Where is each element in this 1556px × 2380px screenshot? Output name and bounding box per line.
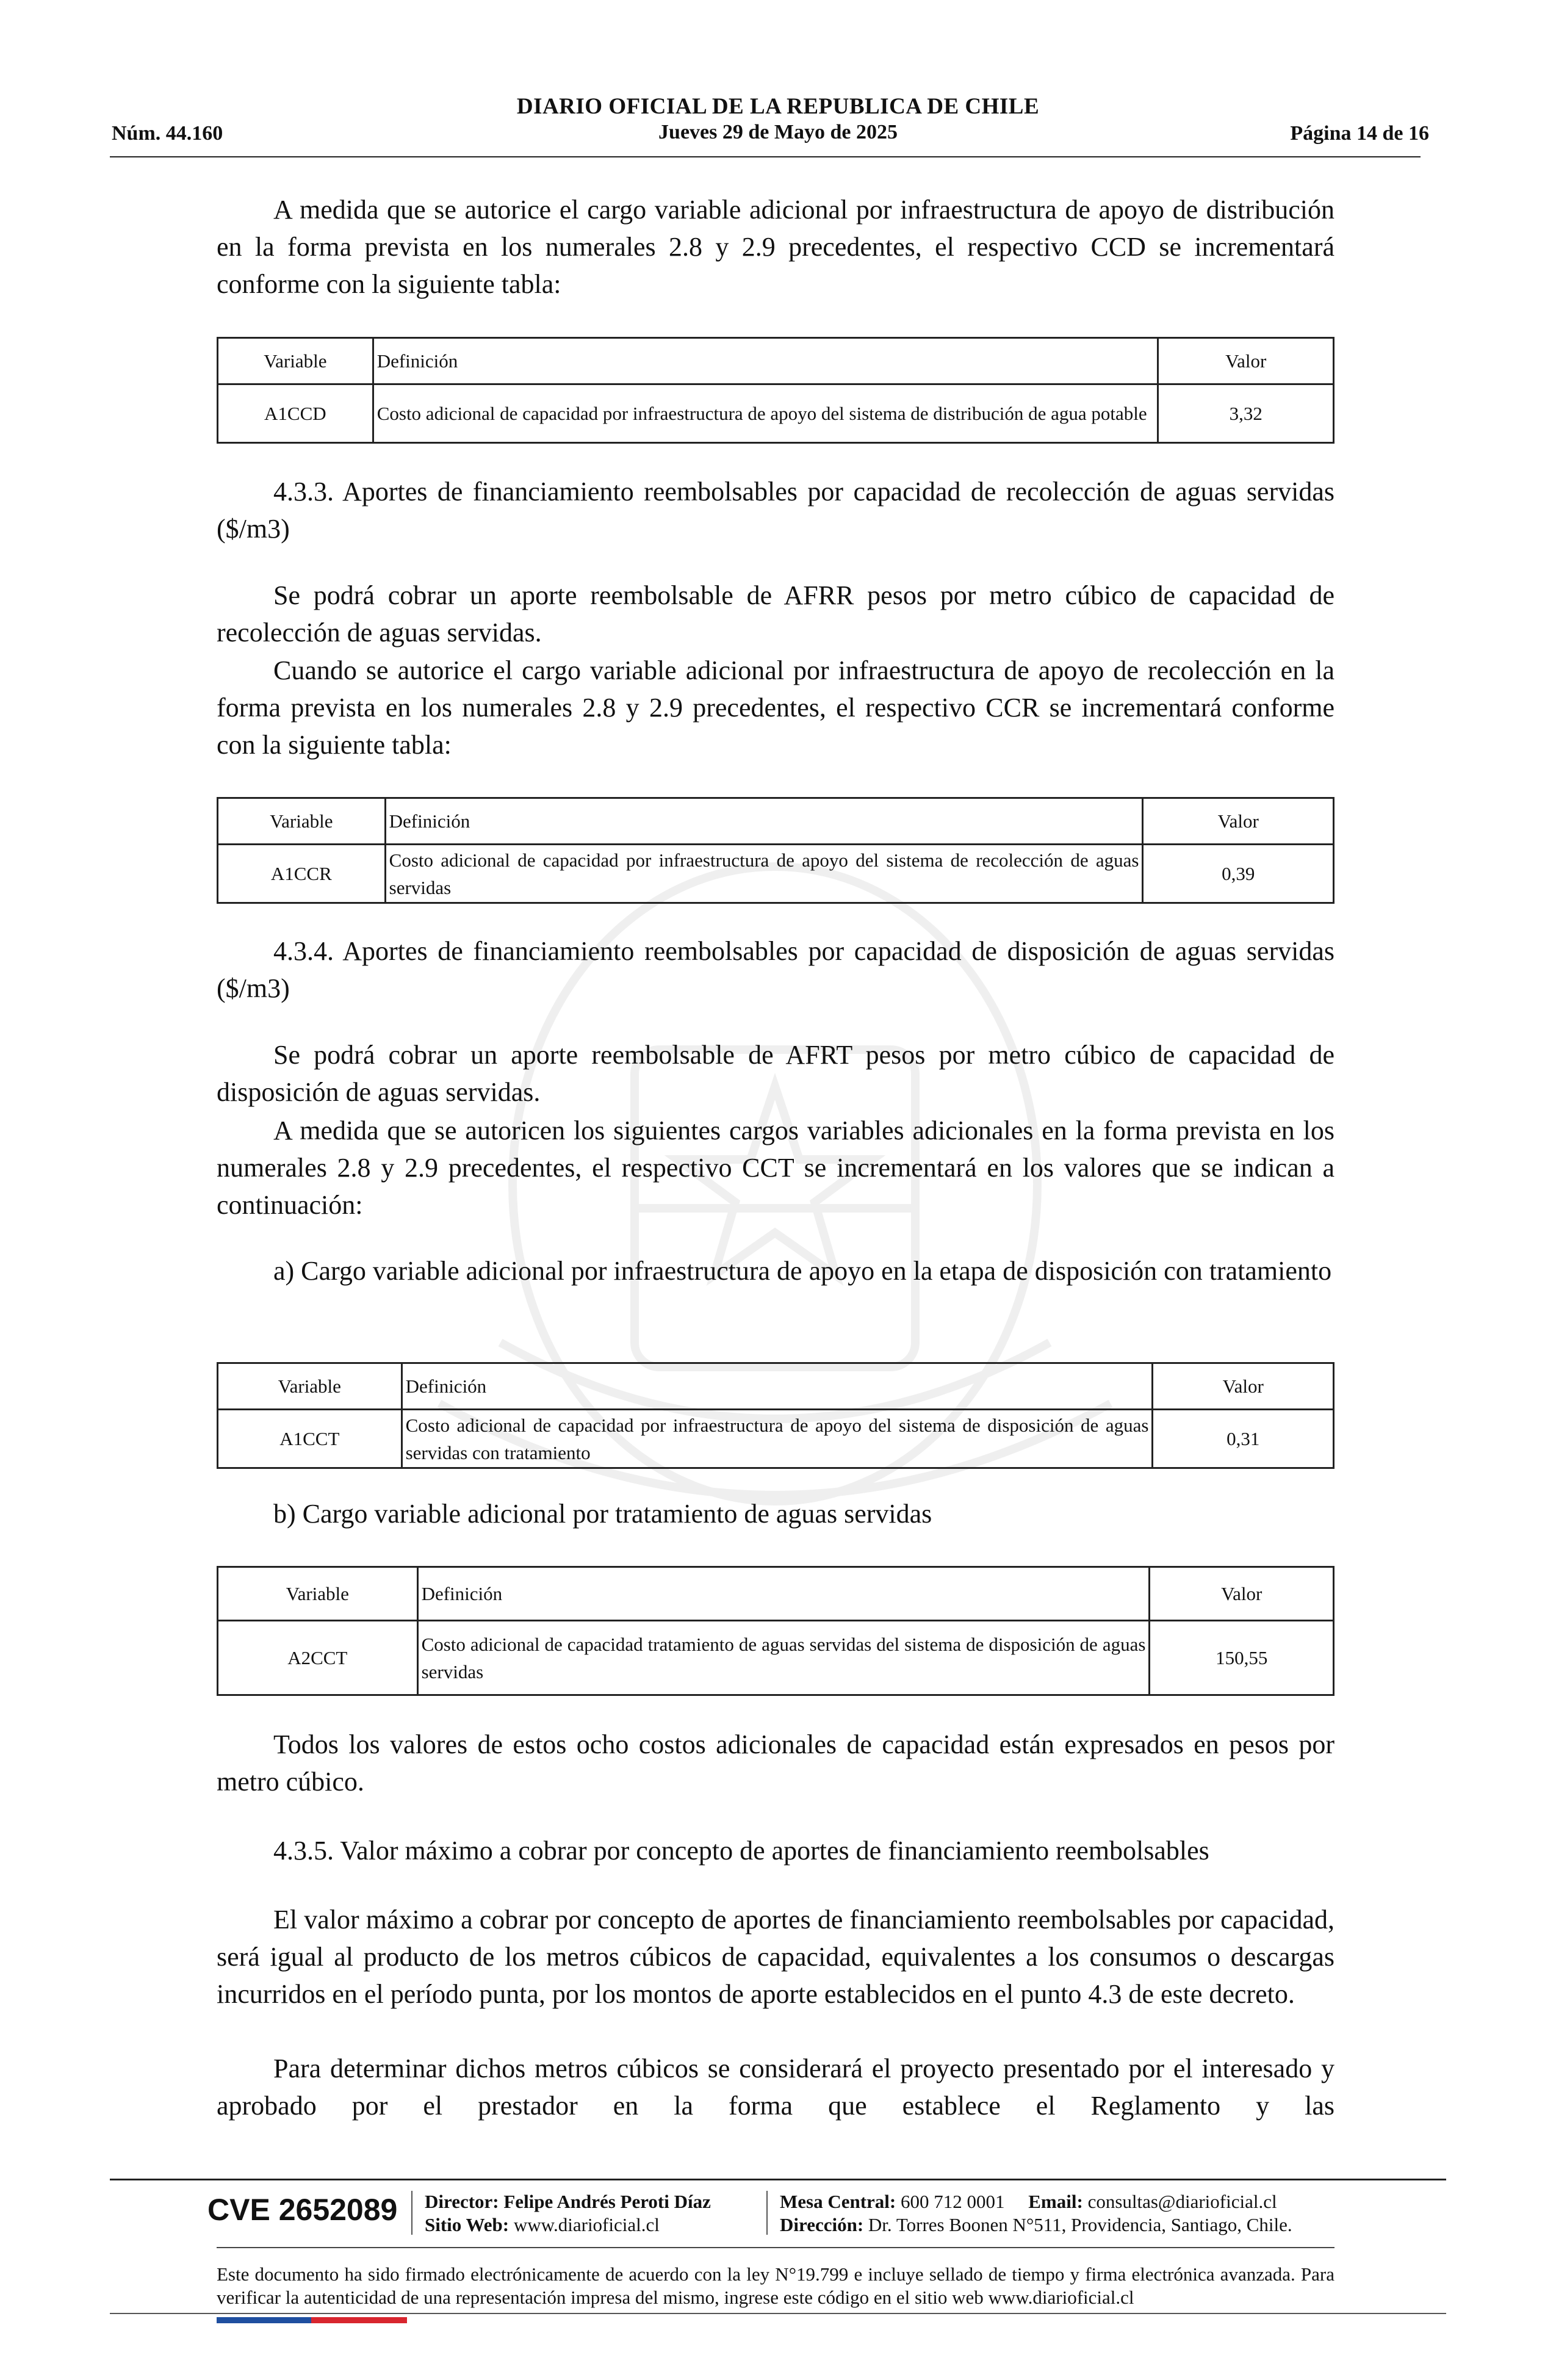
table-header-row (218, 338, 1334, 384)
table-row (218, 1621, 1334, 1695)
header-value: Valor (1143, 798, 1334, 845)
cve-code: CVE 2652089 (207, 2193, 398, 2227)
header-divider (110, 156, 1421, 157)
table-row (218, 1410, 1334, 1468)
cell-value: 3,32 (1158, 384, 1334, 443)
section-heading-4-3-5: 4.3.5. Valor máximo a cobrar por concepto de aportes de financiamiento reembolsables (273, 1836, 1209, 1866)
subsection-a: a) Cargo variable adicional por infraestructura de apoyo en la etapa de disposición con tratamiento (273, 1256, 1332, 1286)
cell-variable: A2CCT (218, 1621, 418, 1695)
paragraph: Cuando se autorice el cargo variable adicional por infraestructura de apoyo de recolección en la forma prevista en los numerales 2.8 y 2.9 precedentes, el respectivo CCR se incrementará conforme con la siguiente tabla: (217, 655, 1334, 760)
footer-divider (110, 2179, 1446, 2180)
website-link[interactable]: www.diarioficial.cl (513, 2214, 660, 2235)
footer-address: Dirección: Dr. Torres Boonen N°511, Providencia, Santiago, Chile. (780, 2214, 1292, 2235)
header-definition: Definición (373, 338, 1158, 384)
table-a2cct (217, 1566, 1334, 1696)
header-variable: Variable (218, 338, 373, 384)
subsection-b: b) Cargo variable adicional por tratamiento de aguas servidas (273, 1499, 932, 1529)
footer-bottom-rule (110, 2313, 1446, 2314)
paragraph: A medida que se autorice el cargo variable adicional por infraestructura de apoyo de distribución en la forma prevista en los numerales 2.8 y 2.9 precedentes, el respectivo CCD se incrementará conforme con la siguiente tabla: (217, 195, 1334, 299)
table-header-row (218, 1363, 1334, 1410)
paragraph: A medida que se autoricen los siguientes cargos variables adicionales en la forma prevista en los numerales 2.8 y 2.9 precedentes, el respectivo CCT se incrementará en los valores que se indican a continuación: (217, 1116, 1334, 1220)
header-variable: Variable (218, 798, 386, 845)
table-a1cct (217, 1362, 1334, 1469)
cell-variable: A1CCR (218, 845, 386, 903)
paragraph: Se podrá cobrar un aporte reembolsable de AFRR pesos por metro cúbico de capacidad de recolección de aguas servidas. (217, 580, 1334, 647)
section-heading-4-3-3: 4.3.3. Aportes de financiamiento reembolsables por capacidad de recolección de aguas servidas ($/m3) (217, 477, 1334, 544)
cell-value: 0,39 (1143, 845, 1334, 903)
cell-definition: Costo adicional de capacidad por infraestructura de apoyo del sistema de disposición de aguas servidas con tratamiento (402, 1410, 1153, 1468)
table-row (218, 384, 1334, 443)
publication-date: Jueves 29 de Mayo de 2025 (658, 121, 898, 143)
cell-variable: A1CCD (218, 384, 373, 443)
page-number: Página 14 de 16 (1290, 122, 1429, 145)
cell-definition: Costo adicional de capacidad tratamiento de aguas servidas del sistema de disposición de aguas servidas (417, 1621, 1150, 1695)
flag-stripe-blue (217, 2317, 311, 2323)
table-row (218, 845, 1334, 903)
header-definition: Definición (385, 798, 1143, 845)
table-a1ccr (217, 797, 1334, 904)
header-value: Valor (1158, 338, 1334, 384)
section-heading-4-3-4: 4.3.4. Aportes de financiamiento reembolsables por capacidad de disposición de aguas servidas ($/m3) (217, 936, 1334, 1003)
publication-title: DIARIO OFICIAL DE LA REPUBLICA DE CHILE (516, 94, 1040, 119)
footer-separator (766, 2191, 768, 2235)
header-definition: Definición (417, 1567, 1150, 1621)
footer-separator (411, 2191, 412, 2235)
footer-divider-inner (217, 2247, 1334, 2248)
header-variable: Variable (218, 1363, 402, 1410)
paragraph: Todos los valores de estos ocho costos adicionales de capacidad están expresados en pesos por metro cúbico. (217, 1729, 1334, 1797)
table-header-row (218, 798, 1334, 845)
header-value: Valor (1153, 1363, 1334, 1410)
table-a1ccd (217, 337, 1334, 444)
cell-definition: Costo adicional de capacidad por infraestructura de apoyo del sistema de recolección de aguas servidas (385, 845, 1143, 903)
email-link[interactable]: consultas@diarioficial.cl (1087, 2191, 1277, 2212)
cell-variable: A1CCT (218, 1410, 402, 1468)
header-definition: Definición (402, 1363, 1153, 1410)
paragraph: El valor máximo a cobrar por concepto de aportes de financiamiento reembolsables por capacidad, será igual al producto de los metros cúbicos de capacidad, equivalentes a los consumos o descargas incurridos en el período punta, por los montos de aporte establecidos en el punto 4.3 de este decreto. (217, 1905, 1334, 2009)
signature-note: Este documento ha sido firmado electrónicamente de acuerdo con la ley N°19.799 e incluye sellado de tiempo y firma electrónica avanzada. Para verificar la autenticidad de una representación impresa del mismo, ingrese este código en el sitio web www.diarioficial.cl (217, 2263, 1334, 2308)
table-header-row (218, 1567, 1334, 1621)
footer-website: Sitio Web: www.diarioficial.cl (425, 2214, 660, 2235)
footer-director: Director: Felipe Andrés Peroti Díaz (425, 2191, 711, 2212)
cell-definition: Costo adicional de capacidad por infraestructura de apoyo del sistema de distribución de agua potable (373, 384, 1158, 443)
issue-number: Núm. 44.160 (112, 122, 223, 145)
flag-stripe-red (311, 2317, 407, 2323)
paragraph: Para determinar dichos metros cúbicos se considerará el proyecto presentado por el interesado y aprobado por el prestador en la forma que establece el Reglamento y las (217, 2054, 1334, 2121)
cell-value: 0,31 (1153, 1410, 1334, 1468)
cell-value: 150,55 (1150, 1621, 1334, 1695)
header-variable: Variable (218, 1567, 418, 1621)
paragraph: Se podrá cobrar un aporte reembolsable de AFRT pesos por metro cúbico de capacidad de disposición de aguas servidas. (217, 1040, 1334, 1107)
footer-contact: Mesa Central: 600 712 0001 Email: consultas@diarioficial.cl (780, 2191, 1277, 2212)
header-value: Valor (1150, 1567, 1334, 1621)
